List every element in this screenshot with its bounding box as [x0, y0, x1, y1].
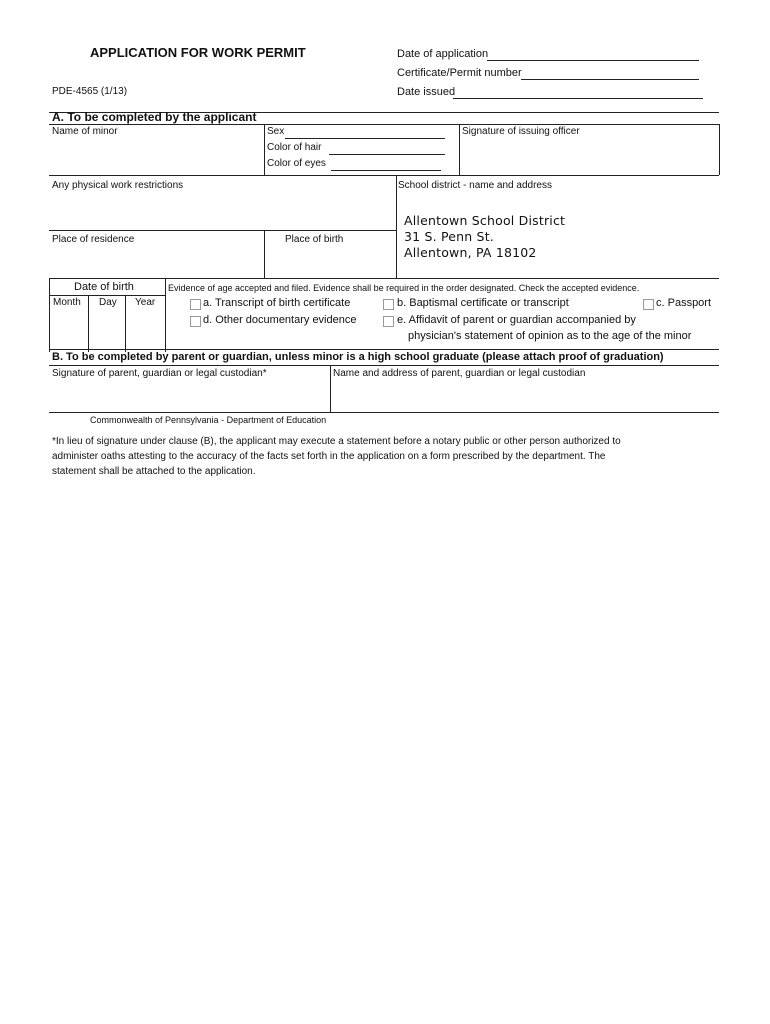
evidence-b-checkbox[interactable]: [383, 299, 394, 310]
date-of-application-field[interactable]: [487, 49, 699, 61]
birth-day-field[interactable]: [90, 314, 123, 348]
evidence-c-label: c. Passport: [656, 297, 712, 309]
school-district-city: Allentown, PA 18102: [404, 245, 537, 260]
color-of-hair-field[interactable]: [329, 143, 445, 155]
date-issued-label: Date issued: [397, 86, 456, 98]
physical-restrictions-label: Any physical work restrictions: [52, 180, 184, 191]
school-district-name: Allentown School District: [404, 213, 566, 228]
birth-month-field[interactable]: [51, 314, 86, 348]
physical-restrictions-field[interactable]: [52, 196, 392, 226]
section-a-heading: A. To be completed by the applicant: [52, 110, 257, 124]
place-of-birth-label: Place of birth: [285, 234, 344, 245]
color-of-hair-label: Color of hair: [267, 142, 322, 153]
place-of-residence-field[interactable]: [52, 250, 260, 274]
signature-issuing-officer-label: Signature of issuing officer: [462, 126, 580, 137]
date-of-birth-label: Date of birth: [74, 281, 134, 293]
school-district-street: 31 S. Penn St.: [404, 229, 494, 244]
evidence-e-label-line1: e. Affidavit of parent or guardian accompanied by: [397, 314, 636, 326]
parent-name-address-label: Name and address of parent, guardian or legal custodian: [333, 368, 586, 379]
month-label: Month: [53, 297, 81, 308]
sex-field[interactable]: [285, 127, 445, 139]
birth-year-field[interactable]: [127, 314, 163, 348]
certificate-permit-number-label: Certificate/Permit number: [397, 67, 522, 79]
color-of-eyes-label: Color of eyes: [267, 158, 326, 169]
date-issued-field[interactable]: [453, 87, 703, 99]
parent-name-address-field[interactable]: [333, 383, 713, 409]
place-of-birth-field[interactable]: [268, 250, 392, 274]
evidence-d-label: d. Other documentary evidence: [203, 314, 357, 326]
form-title: APPLICATION FOR WORK PERMIT: [90, 45, 306, 60]
certificate-permit-number-field[interactable]: [521, 68, 699, 80]
parent-signature-label: Signature of parent, guardian or legal custodian*: [52, 368, 267, 379]
evidence-e-checkbox[interactable]: [383, 316, 394, 327]
footnote-line-3: statement shall be attached to the application.: [52, 466, 256, 477]
school-district-label: School district - name and address: [398, 180, 552, 191]
evidence-d-checkbox[interactable]: [190, 316, 201, 327]
evidence-c-checkbox[interactable]: [643, 299, 654, 310]
evidence-b-label: b. Baptismal certificate or transcript: [397, 297, 569, 309]
evidence-a-checkbox[interactable]: [190, 299, 201, 310]
day-label: Day: [99, 297, 117, 308]
footnote-line-1: *In lieu of signature under clause (B), the applicant may execute a statement before a notary public or other person authorized to: [52, 436, 621, 447]
section-a-heading-rule: [49, 124, 719, 125]
evidence-a-label: a. Transcript of birth certificate: [203, 297, 351, 309]
color-of-eyes-field[interactable]: [331, 159, 441, 171]
department-line: Commonwealth of Pennsylvania - Department of Education: [90, 415, 327, 425]
sex-label: Sex: [267, 126, 285, 137]
evidence-note: Evidence of age accepted and filed. Evidence shall be required in the order designated. Check the accepted evidence.: [168, 283, 640, 293]
form-number: PDE-4565 (1/13): [52, 86, 128, 97]
footnote-line-2: administer oaths attesting to the accuracy of the facts set forth in the application on a form prescribed by the department. The: [52, 451, 606, 462]
parent-signature-field[interactable]: [52, 383, 324, 409]
date-of-application-label: Date of application: [397, 48, 489, 60]
name-of-minor-label: Name of minor: [52, 126, 118, 137]
section-b-heading: B. To be completed by parent or guardian, unless minor is a high school graduate (please attach proof of graduation): [52, 351, 664, 363]
signature-issuing-officer-field[interactable]: [462, 142, 712, 172]
evidence-e-label-line2: physician's statement of opinion as to the age of the minor: [408, 330, 692, 342]
place-of-residence-label: Place of residence: [52, 234, 135, 245]
year-label: Year: [135, 297, 156, 308]
name-of-minor-field[interactable]: [52, 142, 260, 172]
